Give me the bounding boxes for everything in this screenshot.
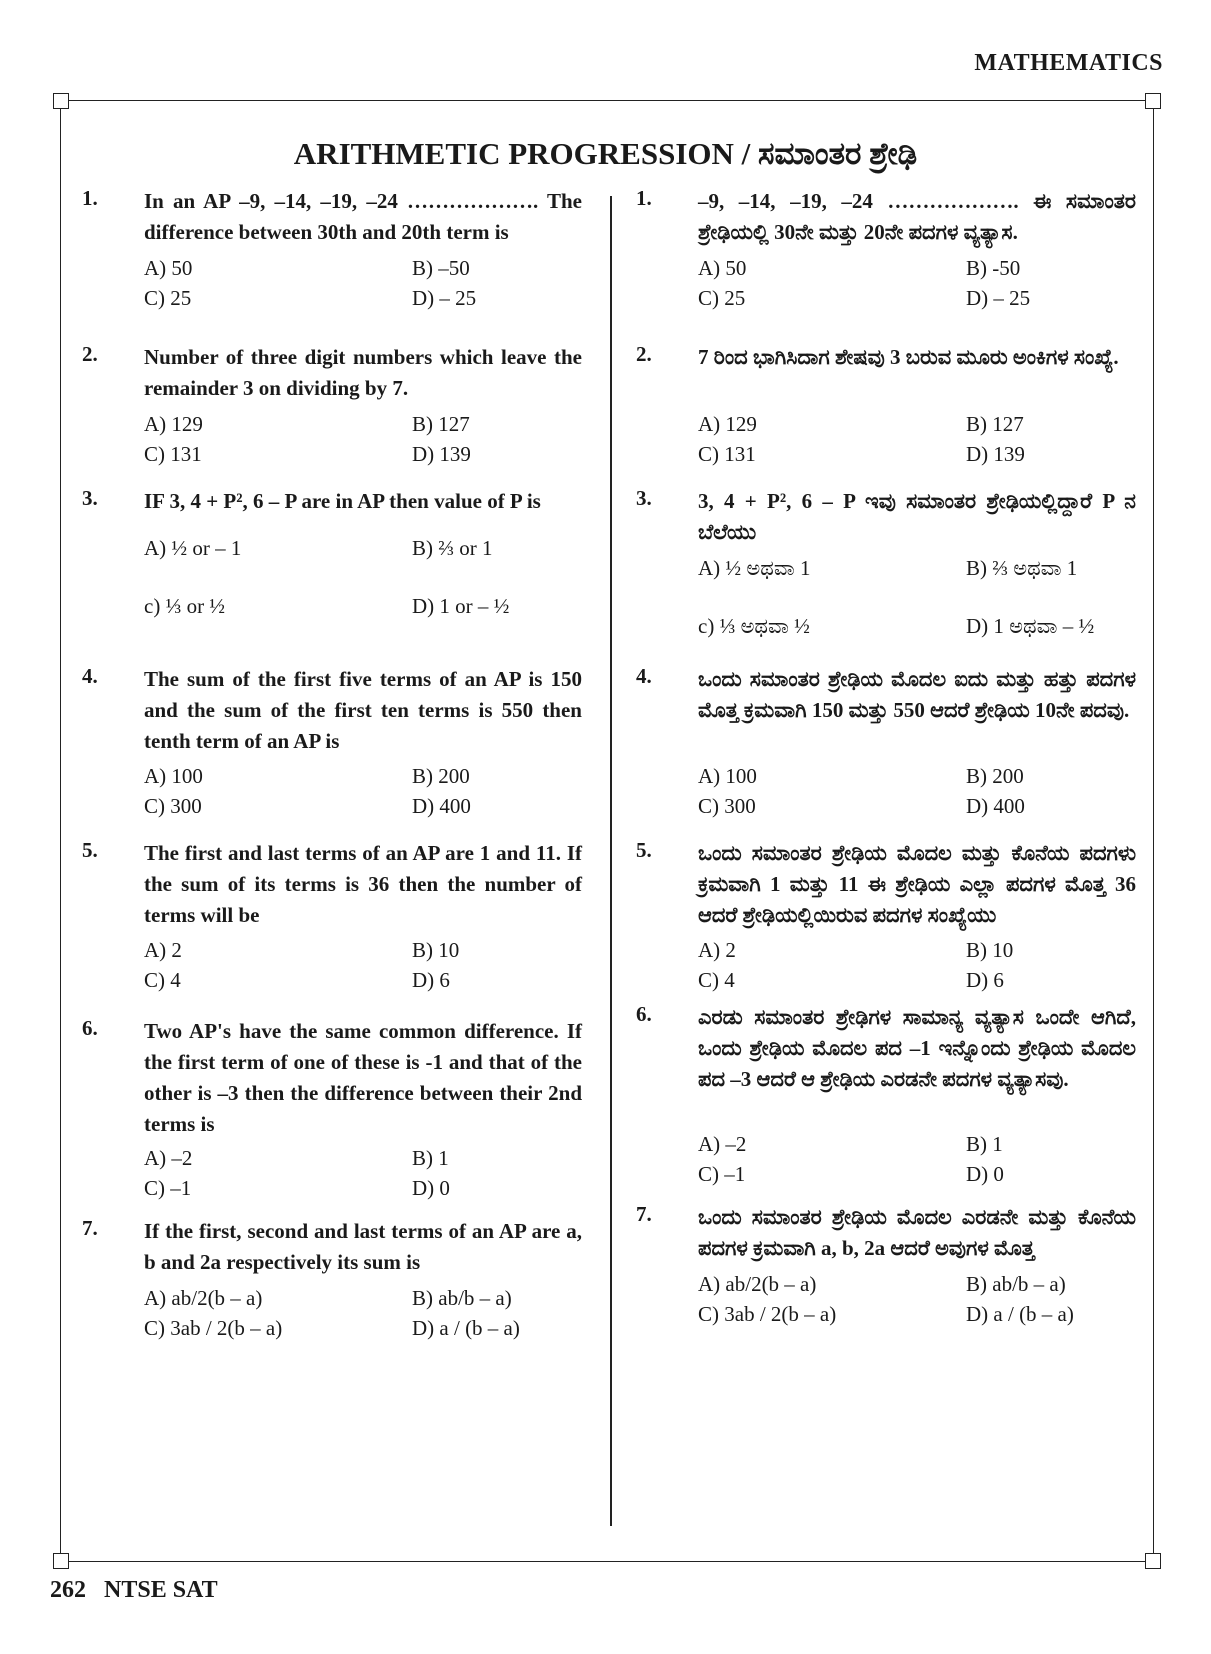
- page-frame: [60, 100, 1154, 1562]
- question-number: 6.: [82, 1016, 98, 1040]
- question-number: 1.: [82, 186, 98, 210]
- question-number: 2.: [82, 342, 98, 366]
- option-c: C) 4: [144, 968, 181, 992]
- question-text: In an AP –9, –14, –19, –24 ………………. The difference between 30th and 20th term is: [144, 189, 582, 244]
- question-text: –9, –14, –19, –24 ………………. ಈ ಸಮಾಂತರ ಶ್ರೇಢಿಯಲ್ಲಿ 30ನೇ ಮತ್ತು 20ನೇ ಪದಗಳ ವ್ಯತ್ಯಾಸ.: [698, 189, 1136, 244]
- option-b: B) 1: [966, 1132, 1003, 1156]
- option-a: A) ½ or – 1: [144, 536, 242, 560]
- option-d: D) 0: [966, 1162, 1004, 1186]
- subject-header: MATHEMATICS: [974, 50, 1163, 76]
- option-b: B) 10: [412, 938, 460, 962]
- question-number: 5.: [82, 838, 98, 862]
- option-d: D) 139: [412, 442, 471, 466]
- option-b: B) ab/b – a): [412, 1286, 512, 1310]
- question-text: 7 ರಿಂದ ಭಾಗಿಸಿದಾಗ ಶೇಷವು 3 ಬರುವ ಮೂರು ಅಂಕಿಗಳ ಸಂಖ್ಯೆ.: [698, 345, 1119, 369]
- question-text: ಎರಡು ಸಮಾಂತರ ಶ್ರೇಢಿಗಳ ಸಾಮಾನ್ಯ ವ್ಯತ್ಯಾಸ ಒಂದೇ ಆಗಿದೆ, ಒಂದು ಶ್ರೇಢಿಯ ಮೊದಲ ಪದ –1 ಇನ್ನೊಂದು ಶ್ರೇಢಿಯ ಮೊದಲ ಪದ –3 ಆದರೆ ಆ ಶ್ರೇಢಿಯ ಎರಡನೇ ಪದಗಳ ವ್ಯತ್ಯಾಸವು.: [698, 1005, 1136, 1091]
- option-a: A) ½ ಅಥವಾ 1: [698, 556, 811, 580]
- frame-corner-ornament: [1145, 93, 1161, 109]
- question-text: IF 3, 4 + P², 6 – P are in AP then value of P is: [144, 489, 541, 513]
- option-a: A) 2: [144, 938, 182, 962]
- option-d: D) 1 or – ½: [412, 594, 510, 618]
- option-b: B) 127: [966, 412, 1024, 436]
- option-a: A) 50: [144, 256, 193, 280]
- frame-corner-ornament: [53, 93, 69, 109]
- question-number: 2.: [636, 342, 652, 366]
- question-number: 5.: [636, 838, 652, 862]
- question-text: If the first, second and last terms of an AP are a, b and 2a respectively its sum is: [144, 1219, 582, 1274]
- option-b: B) 10: [966, 938, 1014, 962]
- option-a: A) 50: [698, 256, 747, 280]
- question-number: 6.: [636, 1002, 652, 1026]
- option-d: D) 6: [966, 968, 1004, 992]
- option-a: A) 2: [698, 938, 736, 962]
- option-a: A) –2: [144, 1146, 193, 1170]
- question-text: Number of three digit numbers which leave the remainder 3 on dividing by 7.: [144, 345, 582, 400]
- option-c: C) 300: [698, 794, 756, 818]
- option-d: D) a / (b – a): [966, 1302, 1074, 1326]
- frame-corner-ornament: [53, 1553, 69, 1569]
- question-text: ಒಂದು ಸಮಾಂತರ ಶ್ರೇಢಿಯ ಮೊದಲ ಮತ್ತು ಕೊನೆಯ ಪದಗಳು ಕ್ರಮವಾಗಿ 1 ಮತ್ತು 11 ಈ ಶ್ರೇಢಿಯ ಎಲ್ಲಾ ಪದಗಳ ಮೊತ್ತ 36 ಆದರೆ ಶ್ರೇಢಿಯಲ್ಲಿಯಿರುವ ಪದಗಳ ಸಂಖ್ಯೆಯು: [698, 841, 1136, 927]
- option-a: A) 100: [698, 764, 757, 788]
- option-c: c) ⅓ or ½: [144, 594, 226, 618]
- question-number: 7.: [636, 1202, 652, 1226]
- option-a: A) 129: [144, 412, 203, 436]
- question-number: 4.: [82, 664, 98, 688]
- option-b: B) 127: [412, 412, 470, 436]
- question-text: 3, 4 + P², 6 – P ಇವು ಸಮಾಂತರ ಶ್ರೇಢಿಯಲ್ಲಿದ್ದಾರೆ P ನ ಬೆಲೆಯು: [698, 489, 1136, 544]
- book-title: NTSE SAT: [104, 1577, 218, 1603]
- option-c: C) –1: [144, 1176, 192, 1200]
- question-text: Two AP's have the same common difference. If the first term of one of these is -1 and that of the other is –3 then the difference between their 2nd terms is: [144, 1019, 582, 1136]
- option-c: C) –1: [698, 1162, 746, 1186]
- option-b: B) ⅔ or 1: [412, 536, 493, 560]
- question-number: 1.: [636, 186, 652, 210]
- option-a: A) 100: [144, 764, 203, 788]
- option-b: B) ab/b – a): [966, 1272, 1066, 1296]
- option-d: D) 6: [412, 968, 450, 992]
- option-d: D) 139: [966, 442, 1025, 466]
- option-d: D) – 25: [966, 286, 1031, 310]
- question-number: 3.: [82, 486, 98, 510]
- page-number: 262: [50, 1577, 86, 1603]
- option-c: C) 131: [144, 442, 202, 466]
- option-c: C) 25: [698, 286, 746, 310]
- question-text: ಒಂದು ಸಮಾಂತರ ಶ್ರೇಢಿಯ ಮೊದಲ ಎರಡನೇ ಮತ್ತು ಕೊನೆಯ ಪದಗಳ ಕ್ರಮವಾಗಿ a, b, 2a ಆದರೆ ಅವುಗಳ ಮೊತ್ತ: [698, 1205, 1136, 1260]
- option-c: c) ⅓ ಅಥವಾ ½: [698, 614, 810, 638]
- question-number: 4.: [636, 664, 652, 688]
- question-number: 7.: [82, 1216, 98, 1240]
- option-c: C) 4: [698, 968, 735, 992]
- question-text: The sum of the first five terms of an AP is 150 and the sum of the first ten terms is 550 then tenth term of an AP is: [144, 667, 582, 753]
- option-b: B) ⅔ ಅಥವಾ 1: [966, 556, 1078, 580]
- option-b: B) 200: [966, 764, 1024, 788]
- option-d: D) 400: [966, 794, 1025, 818]
- option-b: B) 200: [412, 764, 470, 788]
- option-d: D) a / (b – a): [412, 1316, 520, 1340]
- option-d: D) 1 ಅಥವಾ – ½: [966, 614, 1095, 638]
- option-d: D) – 25: [412, 286, 477, 310]
- option-c: C) 3ab / 2(b – a): [144, 1316, 283, 1340]
- option-c: C) 3ab / 2(b – a): [698, 1302, 837, 1326]
- option-c: C) 300: [144, 794, 202, 818]
- option-b: B) -50: [966, 256, 1021, 280]
- page-footer: [50, 1577, 218, 1604]
- option-a: A) ab/2(b – a): [144, 1286, 263, 1310]
- option-c: C) 25: [144, 286, 192, 310]
- option-a: A) ab/2(b – a): [698, 1272, 817, 1296]
- option-d: D) 400: [412, 794, 471, 818]
- option-a: A) –2: [698, 1132, 747, 1156]
- question-number: 3.: [636, 486, 652, 510]
- option-d: D) 0: [412, 1176, 450, 1200]
- frame-corner-ornament: [1145, 1553, 1161, 1569]
- question-text: ಒಂದು ಸಮಾಂತರ ಶ್ರೇಢಿಯ ಮೊದಲ ಐದು ಮತ್ತು ಹತ್ತು ಪದಗಳ ಮೊತ್ತ ಕ್ರಮವಾಗಿ 150 ಮತ್ತು 550 ಆದರೆ ಶ್ರೇಢಿಯ 10ನೇ ಪದವು.: [698, 667, 1136, 722]
- page-title: ARITHMETIC PROGRESSION / ಸಮಾಂತರ ಶ್ರೇಢಿ: [293, 136, 918, 171]
- option-b: B) –50: [412, 256, 470, 280]
- option-c: C) 131: [698, 442, 756, 466]
- option-a: A) 129: [698, 412, 757, 436]
- question-text: The first and last terms of an AP are 1 and 11. If the sum of its terms is 36 then the number of terms will be: [144, 841, 582, 927]
- option-b: B) 1: [412, 1146, 449, 1170]
